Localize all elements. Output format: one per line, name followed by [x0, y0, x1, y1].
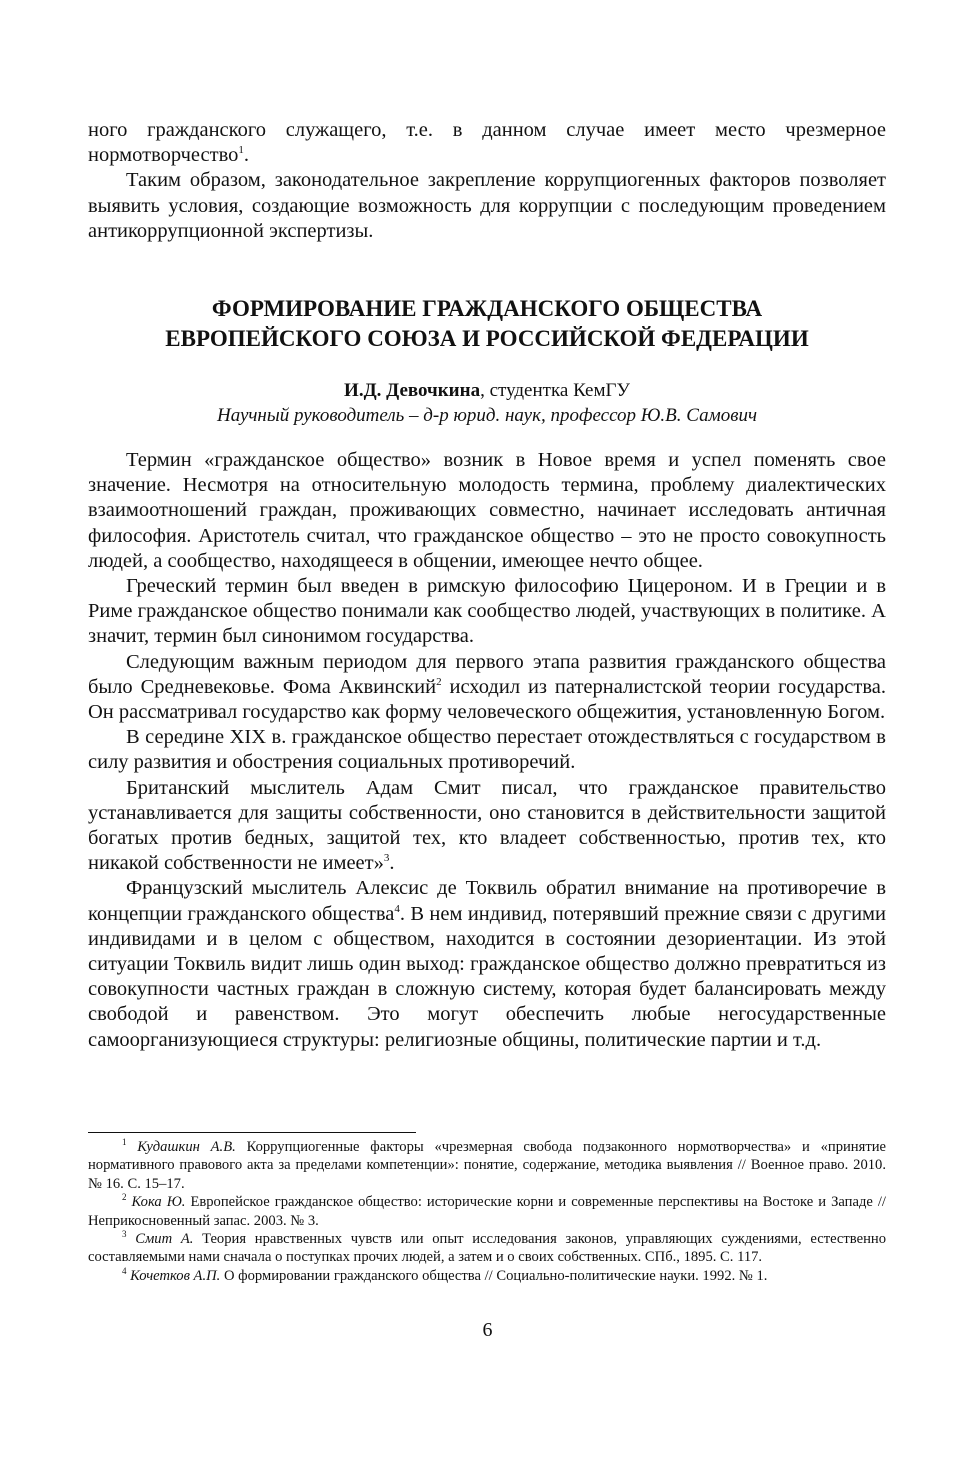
footnote-3	[88, 1230, 886, 1267]
footnote-3-text: Теория нравственных чувств или опыт исследования законов, управляющих суждениями, естественно составляемыми нами сначала о поступках прочих людей, а затем и о своих собственных. СПб., 1895. С. 117.	[88, 1231, 886, 1266]
body-paragraph-3-text-a: Следующим важным периодом для первого этапа развития гражданского общества было Средневековье. Фома Аквинский	[88, 650, 886, 698]
body-paragraph-2: Греческий термин был введен в римскую философию Цицероном. И в Греции и в Риме гражданское общество понимали как сообщество людей, участвующих в политике. А значит, термин был синонимом государства.	[88, 575, 886, 648]
footnote-1-number: 1	[122, 1137, 127, 1147]
article-title-line-2: ЕВРОПЕЙСКОГО СОЮЗА И РОССИЙСКОЙ ФЕДЕРАЦИИ	[165, 326, 809, 352]
body-paragraph-5-text-a: Британский мыслитель Адам Смит писал, что гражданское правительство устанавливается для защиты собственности, оно становится в действительности защитой богатых против бедных, защитой тех, кто владеет собственностью, против тех, кто никакой собственности не имеет»	[88, 776, 886, 875]
footnote-4-number: 4	[122, 1265, 127, 1276]
advisor-line: Научный руководитель – д-р юрид. наук, профессор Ю.В. Самович	[216, 405, 758, 427]
footnote-2-number: 2	[122, 1192, 127, 1203]
footnote-2-author: Кока Ю.	[131, 1194, 186, 1211]
body-paragraph-6	[88, 876, 886, 1052]
author-line	[88, 378, 886, 403]
footnote-1	[88, 1138, 886, 1193]
footnote-ref-2[interactable]: 2	[436, 675, 442, 688]
intro-paragraph-2: Таким образом, законодательное закрепление коррупциогенных факторов позволяет выявить условия, создающие возможность для коррупции с последующим проведением антикоррупционной экспертизы.	[88, 169, 886, 242]
footnote-4-text: О формировании гражданского общества // Социально-политические науки. 1992. № 1.	[220, 1267, 768, 1284]
footnote-separator	[88, 1132, 416, 1133]
article-title	[88, 294, 886, 354]
page-content	[88, 118, 886, 1053]
footnote-4-author: Кочетков А.П.	[130, 1267, 221, 1284]
footnote-ref-3[interactable]: 3	[383, 852, 390, 865]
body-paragraph-1: Термин «гражданское общество» возник в Новое время и успел поменять свое значение. Несмотря на относительную молодость термина, проблему диалектических взаимоотношений граждан, проживающих совместно, начинает исследовать античная философия. Аристотель считал, что гражданское общество – это не просто совокупность людей, а сообщество, находящееся в общении, имеющее нечто общее.	[88, 449, 886, 572]
body-paragraph-6-text-b: . В нем индивид, потерявший прежние связи с другими индивидами и в целом с обществом, находится в состоянии дезориентации. Из этой ситуации Токвиль видит лишь один выход: гражданское общество должно превратиться из совокупности частных граждан в сложную систему, которая будет балансировать между свободой и равенством. Это могут обеспечить любые негосударственные самоорганизующиеся структуры: религиозные общины, политические партии и т.д.	[88, 902, 886, 1051]
page-number: 6	[482, 1319, 493, 1341]
footnote-2-text: Европейское гражданское общество: исторические корни и современные перспективы на Востоке и Западе // Неприкосновенный запас. 2003. № 3.	[88, 1194, 886, 1229]
footnote-4	[88, 1267, 886, 1285]
body-paragraph-3-text-b: исходил из патерналистской теории государства. Он рассматривал государство как форму человеческого общежития, установленную Богом.	[88, 675, 886, 724]
body-paragraph-6-text-a: Французский мыслитель Алексис де Токвиль обратил внимание на противоречие в концепции гражданского общества	[88, 877, 886, 925]
author-affiliation: , студентка КемГУ	[480, 380, 630, 402]
footnote-1-text: Коррупциогенные факторы «чрезмерная свобода подзаконного нормотворчества» и «принятие нормативного правового акта за пределами компетенции»: понятие, содержание, методика выявления // Военное право. 2010. № 16. С. 15–17.	[88, 1139, 886, 1192]
footnote-ref-4[interactable]: 4	[394, 902, 400, 915]
footnote-2	[88, 1193, 886, 1230]
footnotes	[88, 1138, 886, 1285]
intro-paragraph-1-end: .	[243, 144, 249, 167]
article-title-line-1: ФОРМИРОВАНИЕ ГРАЖДАНСКОГО ОБЩЕСТВА	[211, 296, 763, 322]
body-paragraph-3	[88, 650, 886, 726]
body-paragraph-4: В середине XIX в. гражданское общество перестает отождествляться с государством в силу развития и обострения социальных противоречий.	[88, 726, 886, 774]
intro-paragraph-1-text: ного гражданского служащего, т.е. в данном случае имеет место чрезмерное нормотворчество	[88, 119, 886, 167]
footnote-ref-1[interactable]: 1	[238, 144, 244, 157]
body-paragraph-5-text-b: .	[389, 852, 395, 875]
intro-paragraph-1	[88, 118, 886, 168]
footnote-3-number: 3	[122, 1229, 127, 1240]
author-name: И.Д. Девочкина	[344, 380, 481, 402]
footnote-3-author: Смит А.	[135, 1231, 194, 1248]
footnote-1-author: Кудашкин А.В.	[137, 1139, 236, 1155]
body-paragraph-5	[88, 776, 886, 877]
article-body	[88, 448, 886, 1053]
